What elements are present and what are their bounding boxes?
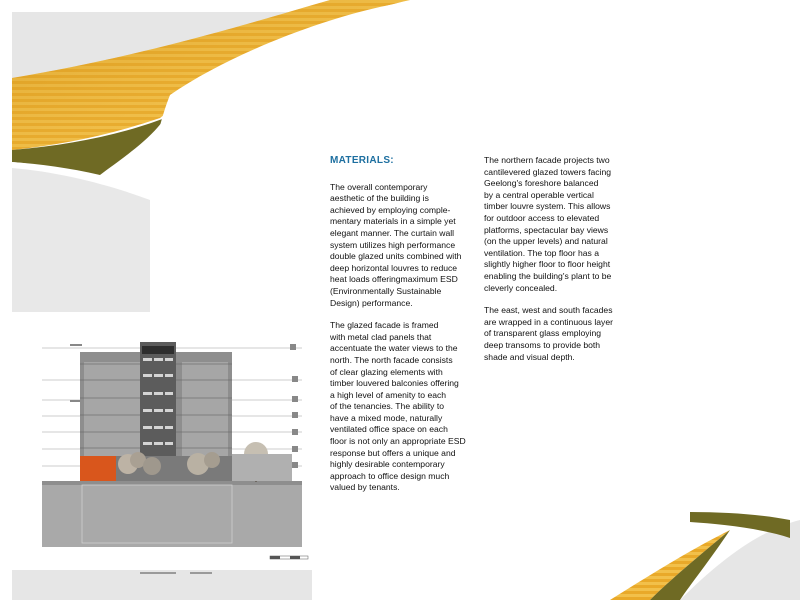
- paragraph-glazed-facade: The glazed facade is framed with metal clad panels that accentuate the water views to the north. The north facade consists of clear glazing elements with timber louvered balconies offering a high level of amenity to each of the tenancies. The ability to have a mixed mode, naturally ventilated office space on each floor is not only an appropriate ESD response but offers a unique and highly desirable contemporary approach to office design much valued by tenants.: [330, 320, 466, 493]
- text-column-left: [330, 155, 480, 505]
- ground-section: [42, 481, 302, 547]
- orange-facade: [80, 456, 116, 481]
- paragraph-east-west-south: The east, west and south facades are wrapped in a continuous layer of transparent glass employing deep transoms to provide both shade and visual depth.: [484, 305, 613, 362]
- materials-heading: MATERIALS:: [330, 155, 394, 166]
- paragraph-northern-facade: The northern facade projects two cantilevered glazed towers facing Geelong's foreshore balanced by a central operable vertical timber louvre system. This allows for outdoor access to elevated platforms, spectacular bay views (on the upper levels) and natural ventilation. The top floor has a slightly higher floor to floor height enabling the building's plant to be cleverly concealed.: [484, 155, 612, 293]
- text-column-right: [484, 155, 634, 374]
- building-elevation-drawing: [40, 334, 330, 582]
- paragraph-overall-aesthetic: The overall contemporary aesthetic of the building is achieved by employing comple- mentary materials in a simple yet elegant manner. The curtain wall system utilizes high performance double glazed units combined with deep horizontal louvres to reduce heat loads offeringmaximum ESD (Environmentally Sustainable Design) performance.: [330, 181, 462, 308]
- scale-bar: [270, 556, 308, 559]
